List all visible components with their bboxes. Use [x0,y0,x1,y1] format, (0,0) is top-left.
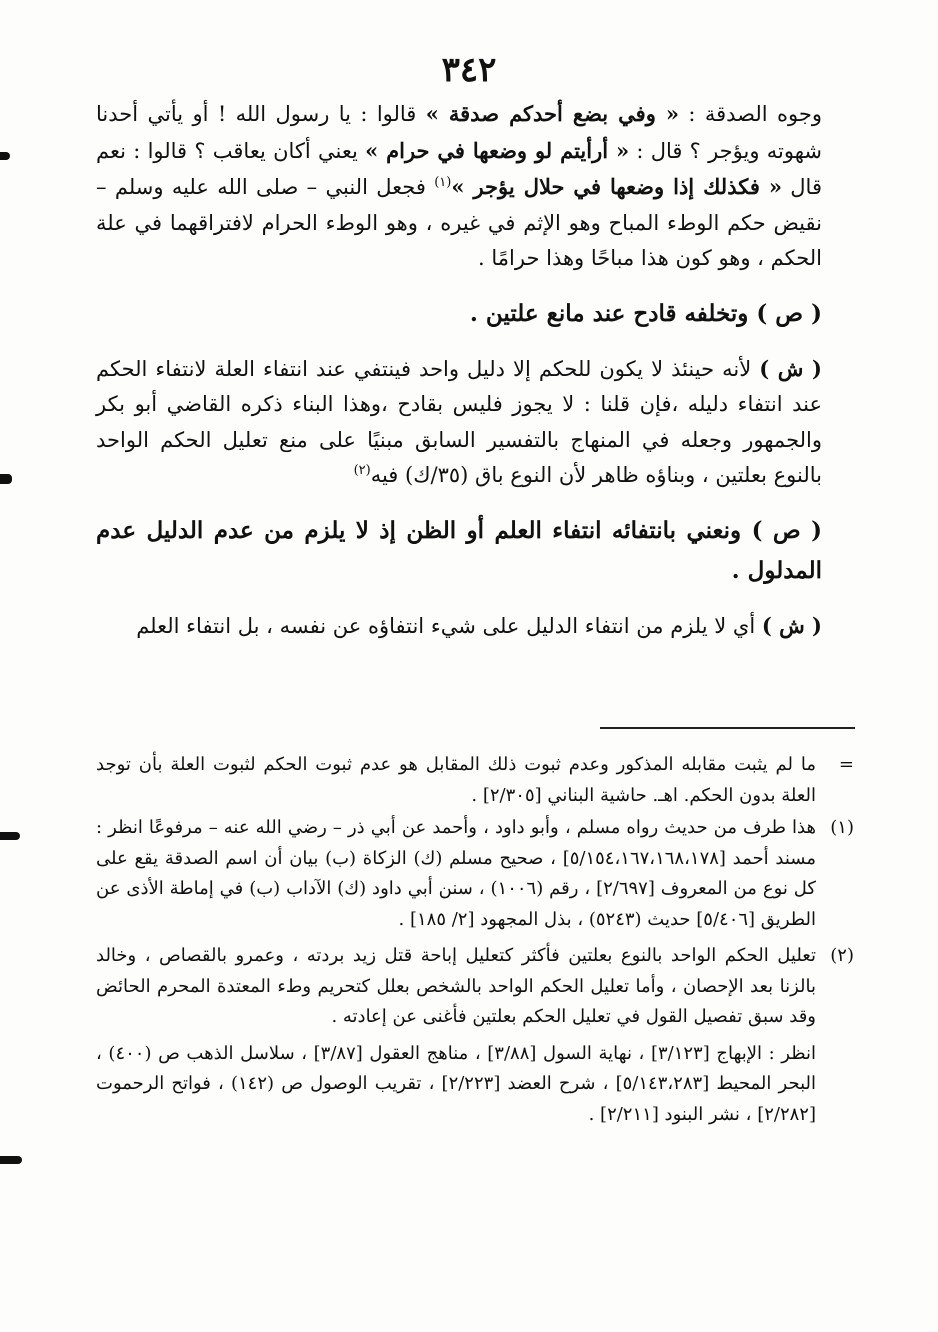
scan-binding-mark [0,1156,22,1164]
matn-paragraph-1: ( ص ) وتخلفه قادح عند مانع علتين . [469,299,822,327]
footnote-continued [96,750,854,811]
hadith-quote: « أرأيتم لو وضعها في حرام » [365,137,630,163]
footnote-text: هذا طرف من حديث رواه مسلم ، وأبو داود ، وأحمد عن أبي ذر – رضي الله عنه – مرفوعًا انظر : مسند أحمد [٥/١٥٤،١٦٧،١٦٨،١٧٨] ، صحيح مسلم (ك) الزكاة (ب) بيان أن اسم الصدقة يقع على كل نوع من المعروف [٢/٦٩٧] ، رقم (١٠٠٦) ، سنن أبي داود (ك) الآداب (ب) في إماطة الأذى عن الطريق [٥/٤٠٦] حديث (٥٢٤٣) ، بذل المجهود [٢/ ١٨٥] . [96,817,816,930]
matn-paragraph-2: ( ص ) ونعني بانتفائه انتفاء العلم أو الظن إذ لا يلزم من عدم الدليل عدم المدلول . [96,516,822,584]
sharh-marker: ( ش ) [761,612,822,638]
text-run: فجعل النبي – صلى الله عليه وسلم – نقيض حكم الوطء المباح وهو الإثم في غيره ، وهو الوطء الحرام لافتراقهما في علة الحكم ، وهو كون هذا مباحًا وهذا حرامًا . [96,175,822,270]
paragraph-hadith [96,96,822,277]
footnote-2-sources [96,1039,854,1131]
footnote-mark: (٢) [830,945,854,966]
text-run: يعني أكان يعاقب ؟ قالوا : نعم قال [96,138,822,199]
footnote-mark: (١) [830,817,854,838]
footnote-1 [96,813,854,935]
hadith-quote: « وفي بضع أحدكم صدقة » [425,101,679,126]
footnote-divider [600,727,855,729]
footnote-2 [96,941,854,1033]
sharh-marker: ( ش ) [759,355,822,381]
footnote-text: تعليل الحكم الواحد بالنوع بعلتين فأكثر كتعليل إباحة قتل زيد بردته ، وعمرو بالقصاص ، وخالد بالزنا بعد الإحصان ، وأما تعليل الحكم الواحد بالشخص بعلل كتحريم وطء المعتدة المحرم الحائض وقد سبق تفصيل القول في تعليل الحكم بعلتين فأغنى عن إعادته . [96,945,816,1027]
text-run: لأنه حينئذ لا يكون للحكم إلا دليل واحد فينتفي عند انتفاء العلة لانتفاء الحكم عند انتفاء دليله ،فإن قلنا : لا يجوز فليس بقادح ،وهذا البناء ذكره القاضي أبو بكر والجمهور وجعله في المنهاج بالتفسير السابق مبنيًا على منع تعليل الحكم الواحد بالنوع بعلتين ، وبناؤه ظاهر لأن النوع باق (٣٥/ك) فيه [96,356,822,487]
scan-binding-mark [0,474,12,484]
footnote-ref-2[interactable]: (٢) [353,463,371,478]
text-run: وجوه الصدقة : [679,102,822,126]
footnote-ref-1[interactable]: (١) [434,175,452,190]
hadith-quote: « فكذلك إذا وضعها في حلال يؤجر » [451,174,782,199]
footnotes [96,750,854,1132]
main-text [96,96,822,644]
footnote-text: ما لم يثبت مقابله المذكور وعدم ثبوت ذلك المقابل هو عدم ثبوت الحكم لثبوت العلة بأن توجد العلة بدون الحكم. اهـ. حاشية البناني [٢/٣٠٥] . [96,754,816,806]
sharh-paragraph-2 [96,608,822,645]
footnote-mark: = [838,754,854,775]
footnote-mark [816,1039,854,1131]
text-run: أي لا يلزم من انتفاء الدليل على شيء انتفاؤه عن نفسه ، بل انتفاء العلم [136,613,762,638]
footnote-text: انظر : الإبهاج [٣/١٢٣] ، نهاية السول [٣/٨٨] ، مناهج العقول [٣/٨٧] ، سلاسل الذهب ص (٤٠٠) ، البحر المحيط [٥/١٤٣،٢٨٣] ، شرح العضد [٢/٢٢٣] ، تقريب الوصول ص (١٤٢) ، فواتح الرحموت [٢/٢٨٢] ، نشر البنود [٢/٢١١] . [96,1042,816,1125]
text-run: قالوا : يا رسول الله ! أو يأتي أحدنا شهوته ويؤجر ؟ قال : [96,102,822,163]
scan-binding-mark [0,832,20,840]
page-number: ٣٤٢ [441,50,497,90]
sharh-paragraph-1 [96,351,822,494]
scan-binding-mark [0,152,10,160]
